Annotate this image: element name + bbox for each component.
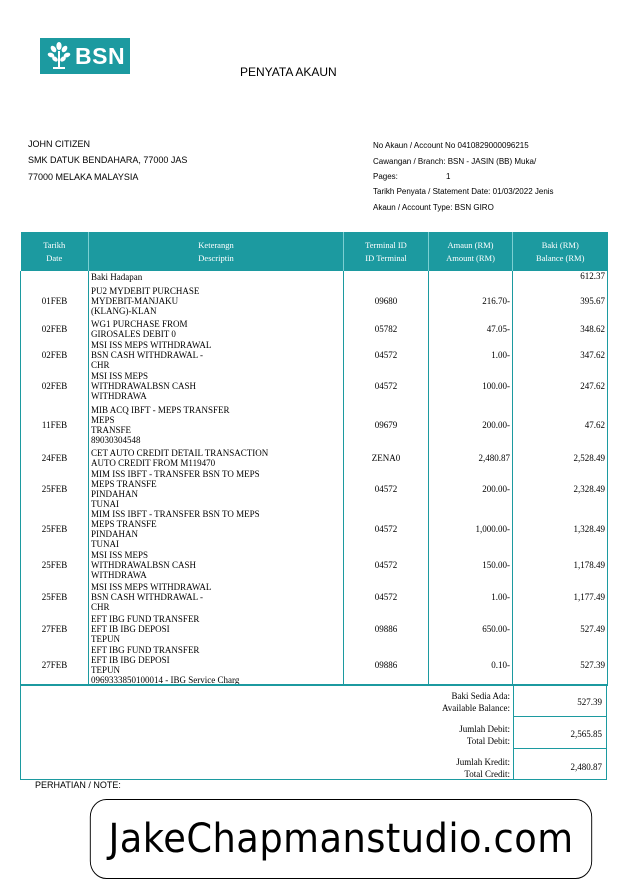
description-line: MSI ISS MEPS (91, 550, 149, 560)
row-balance: 2,528.49 (513, 447, 608, 469)
description-line: WITHDRAWA (91, 570, 147, 580)
row-balance: 612.37 (513, 271, 608, 283)
description-line: TEPUN (91, 665, 120, 675)
description-line: Baki Hadapan (91, 272, 143, 282)
available-balance-value: 527.39 (577, 697, 602, 707)
description-line: EFT IB IBG DEPOSI (91, 655, 170, 665)
description-line: WITHDRAWALBSN CASH (91, 381, 197, 391)
row-amount: 2,480.87 (429, 447, 513, 469)
row-terminal: 04572 (344, 509, 429, 549)
row-date: 25FEB (21, 581, 89, 613)
row-date: 25FEB (21, 549, 89, 581)
description-line: (KLANG)-KLAN (91, 305, 157, 316)
row-amount: 1.00- (429, 340, 513, 370)
description-line: MSI ISS MEPS WITHDRAWAL (91, 582, 212, 592)
row-terminal: 09886 (344, 645, 429, 686)
row-date: 02FEB (21, 318, 89, 340)
row-date: 24FEB (21, 447, 89, 469)
table-row (21, 613, 608, 645)
row-date (21, 271, 89, 283)
row-description (89, 283, 344, 318)
description-line: PINDAHAN (91, 489, 138, 499)
row-balance: 1,178.49 (513, 549, 608, 581)
row-terminal: 04572 (344, 370, 429, 402)
description-line: MSI ISS MEPS (91, 371, 149, 381)
row-terminal: 09886 (344, 613, 429, 645)
row-balance: 1,328.49 (513, 509, 608, 549)
table-row (21, 340, 608, 370)
account-number: No Akaun / Account No 0410829000096215 (373, 141, 529, 150)
row-description (89, 581, 344, 613)
statement-date: Tarikh Penyata / Statement Date: 01/03/2022 Jenis (373, 187, 554, 196)
row-amount: 216.70- (429, 283, 513, 318)
row-terminal: 05782 (344, 318, 429, 340)
description-line: 0969333850100014 - IBG Service Charg (91, 675, 240, 685)
row-description (89, 370, 344, 402)
row-date: 25FEB (21, 469, 89, 509)
description-line: MEPS TRANSFE (91, 479, 157, 489)
row-amount: 650.00- (429, 613, 513, 645)
description-line: EFT IBG FUND TRANSFER (91, 645, 200, 655)
account-type: Akaun / Account Type: BSN GIRO (373, 203, 494, 212)
row-amount: 0.10- (429, 645, 513, 686)
row-terminal: 04572 (344, 581, 429, 613)
description-line: 89030304548 (91, 434, 141, 445)
row-date: 02FEB (21, 340, 89, 370)
description-line: MEPS (91, 414, 115, 425)
row-balance: 527.39 (513, 645, 608, 686)
total-credit-value: 2,480.87 (570, 762, 602, 772)
table-row (21, 509, 608, 549)
header-balance: Baki (RM) Balance (RM) (513, 232, 608, 271)
row-balance: 395.67 (513, 283, 608, 318)
row-description (89, 613, 344, 645)
description-line: MYDEBIT-MANJAKU (91, 295, 179, 306)
row-terminal: 09679 (344, 402, 429, 447)
row-terminal: 04572 (344, 469, 429, 509)
customer-address-1: SMK DATUK BENDAHARA, 77000 JAS (28, 155, 188, 165)
table-row (21, 469, 608, 509)
customer-name: JOHN CITIZEN (28, 139, 90, 149)
description-line: MEPS TRANSFE (91, 519, 157, 529)
row-amount: 200.00- (429, 402, 513, 447)
summary-box (20, 684, 607, 780)
header-terminal: Terminal ID ID Terminal (344, 232, 429, 271)
row-amount: 150.00- (429, 549, 513, 581)
row-description (89, 645, 344, 686)
table-row (21, 549, 608, 581)
row-date: 11FEB (21, 402, 89, 447)
header-description: Keterangn Descriptin (89, 232, 344, 271)
bsn-logo (40, 38, 130, 74)
description-line: BSN CASH WITHDRAWAL - (91, 350, 204, 360)
row-balance: 2,328.49 (513, 469, 608, 509)
row-description (89, 447, 344, 469)
row-description (89, 340, 344, 370)
table-row (21, 318, 608, 340)
table-row (21, 283, 608, 318)
row-description (89, 402, 344, 447)
row-terminal: 09680 (344, 283, 429, 318)
description-line: AUTO CREDIT FROM M119470 (91, 458, 216, 468)
description-line: MIB ACQ IBFT - MEPS TRANSFER (91, 404, 230, 415)
row-date: 01FEB (21, 283, 89, 318)
header-amount: Amaun (RM) Amount (RM) (429, 232, 513, 271)
header-date: Tarikh Date (21, 232, 89, 271)
row-amount: 200.00- (429, 469, 513, 509)
row-balance: 348.62 (513, 318, 608, 340)
total-credit-label: Jumlah Kredit: Total Credit: (456, 757, 510, 779)
row-description (89, 549, 344, 581)
table-row (21, 370, 608, 402)
table-row (21, 271, 608, 283)
description-line: PU2 MYDEBIT PURCHASE (91, 285, 200, 296)
row-amount: 47.05- (429, 318, 513, 340)
logo-text: BSN (75, 42, 126, 69)
note-label: PERHATIAN / NOTE: (35, 780, 121, 790)
row-amount: 1.00- (429, 581, 513, 613)
row-description (89, 271, 344, 283)
transaction-table (20, 232, 608, 686)
row-date: 25FEB (21, 509, 89, 549)
description-line: EFT IBG FUND TRANSFER (91, 614, 200, 624)
customer-address-2: 77000 MELAKA MALAYSIA (28, 172, 139, 182)
row-amount: 1,000.00- (429, 509, 513, 549)
description-line: WITHDRAWA (91, 391, 147, 401)
row-balance: 1,177.49 (513, 581, 608, 613)
row-amount (429, 271, 513, 283)
table-header-row (21, 232, 608, 271)
description-line: BSN CASH WITHDRAWAL - (91, 592, 204, 602)
row-description (89, 509, 344, 549)
description-line: CHR (91, 360, 110, 370)
pages-label: Pages: (373, 172, 398, 181)
description-line: CET AUTO CREDIT DETAIL TRANSACTION (91, 448, 269, 458)
row-balance: 247.62 (513, 370, 608, 402)
row-terminal (344, 271, 429, 283)
row-amount: 100.00- (429, 370, 513, 402)
description-line: MIM ISS IBFT - TRANSFER BSN TO MEPS (91, 469, 260, 479)
row-date: 02FEB (21, 370, 89, 402)
description-line: MSI ISS MEPS WITHDRAWAL (91, 340, 212, 350)
description-line: WG1 PURCHASE FROM (91, 319, 188, 329)
row-date: 27FEB (21, 645, 89, 686)
description-line: TRANSFE (91, 424, 132, 435)
description-line: CHR (91, 602, 110, 612)
description-line: TEPUN (91, 634, 120, 644)
description-line: MIM ISS IBFT - TRANSFER BSN TO MEPS (91, 509, 260, 519)
row-date: 27FEB (21, 613, 89, 645)
row-terminal: 04572 (344, 340, 429, 370)
table-row (21, 645, 608, 686)
row-balance: 47.62 (513, 402, 608, 447)
row-terminal: 04572 (344, 549, 429, 581)
description-line: PINDAHAN (91, 529, 138, 539)
row-balance: 527.49 (513, 613, 608, 645)
watermark: JakeChapmanstudio.com (90, 799, 592, 879)
table-row (21, 402, 608, 447)
row-description (89, 318, 344, 340)
description-line: GIROSALES DEBIT 0 (91, 329, 176, 339)
statement-title: PENYATA AKAUN (240, 65, 337, 79)
row-terminal: ZENA0 (344, 447, 429, 469)
bsn-tree-icon (46, 41, 72, 71)
description-line: WITHDRAWALBSN CASH (91, 560, 197, 570)
total-debit-value: 2,565.85 (570, 729, 602, 739)
table-row (21, 581, 608, 613)
total-debit-label: Jumlah Debit: Total Debit: (459, 724, 510, 746)
row-balance: 347.62 (513, 340, 608, 370)
transaction-rows (21, 271, 608, 686)
pages-value: 1 (446, 172, 451, 181)
description-line: TUNAI (91, 499, 119, 509)
description-line: TUNAI (91, 539, 119, 549)
branch: Cawangan / Branch: BSN - JASIN (BB) Muka/ (373, 157, 537, 166)
description-line: EFT IB IBG DEPOSI (91, 624, 170, 634)
available-balance-label: Baki Sedia Ada: Available Balance: (441, 691, 510, 713)
row-description (89, 469, 344, 509)
table-row (21, 447, 608, 469)
